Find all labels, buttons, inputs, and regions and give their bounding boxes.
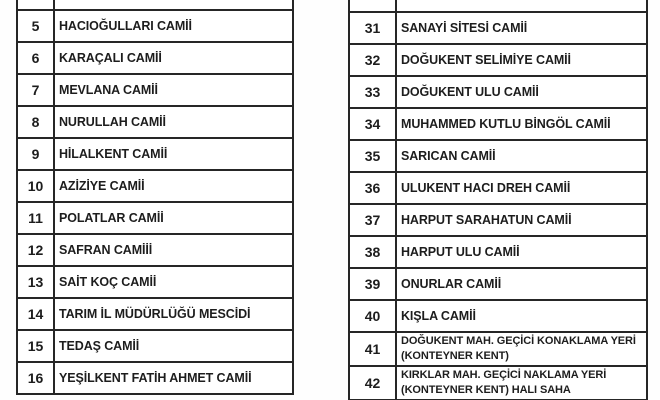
table-row: [18, 11, 294, 43]
row-number-cell: 12: [18, 235, 55, 265]
row-number-cell: 14: [18, 299, 55, 329]
table-row: [350, 205, 648, 237]
row-number-cell: 42: [350, 367, 397, 399]
table-row: [350, 77, 648, 109]
clipped-table-row: [18, 0, 294, 11]
row-number-cell: 34: [350, 109, 397, 139]
table-row: [18, 75, 294, 107]
table-row: [350, 367, 648, 400]
mosque-table-left: [16, 0, 294, 395]
mosque-table-right: [348, 0, 648, 400]
row-number-cell: 6: [18, 43, 55, 73]
table-row: [350, 269, 648, 301]
table-row: [18, 235, 294, 267]
row-number-cell: 15: [18, 331, 55, 361]
row-number-cell: 5: [18, 11, 55, 41]
table-row: [18, 107, 294, 139]
mosque-name-cell: KIŞLA CAMİİ: [397, 301, 648, 331]
table-row: [350, 173, 648, 205]
mosque-name-cell: SAİT KOÇ CAMİİ: [55, 267, 294, 297]
mosque-name-cell: TEDAŞ CAMİİ: [55, 331, 294, 361]
table-row: [350, 109, 648, 141]
table-row: [18, 363, 294, 395]
table-row: [18, 267, 294, 299]
mosque-name-cell: HARPUT SARAHATUN CAMİİ: [397, 205, 648, 235]
table-row: [18, 299, 294, 331]
mosque-name-cell: SAFRAN CAMİİİ: [55, 235, 294, 265]
row-number-cell: 35: [350, 141, 397, 171]
mosque-name-cell: DOĞUKENT SELİMİYE CAMİİ: [397, 45, 648, 75]
mosque-name-cell: ULUKENT HACI DREH CAMİİ: [397, 173, 648, 203]
mosque-name-cell: SARICAN CAMİİ: [397, 141, 648, 171]
table-row: [18, 43, 294, 75]
table-row: [18, 171, 294, 203]
table-row: [18, 203, 294, 235]
row-number-cell: [350, 0, 397, 11]
mosque-name-cell: HARPUT ULU CAMİİ: [397, 237, 648, 267]
row-number-cell: 16: [18, 363, 55, 393]
row-number-cell: 33: [350, 77, 397, 107]
table-row: [350, 237, 648, 269]
mosque-name-cell: MUHAMMED KUTLU BİNGÖL CAMİİ: [397, 109, 648, 139]
row-number-cell: 37: [350, 205, 397, 235]
clipped-table-row: [350, 0, 648, 13]
row-number-cell: 40: [350, 301, 397, 331]
row-number-cell: 7: [18, 75, 55, 105]
mosque-name-cell: HACIOĞULLARI CAMİİ: [55, 11, 294, 41]
row-number-cell: 10: [18, 171, 55, 201]
mosque-name-cell: TARIM İL MÜDÜRLÜĞÜ MESCİDİ: [55, 299, 294, 329]
table-row: [350, 301, 648, 333]
table-row: [18, 331, 294, 363]
mosque-name-cell: MEVLANA CAMİİ: [55, 75, 294, 105]
mosque-name-cell: YEŞİLKENT FATİH AHMET CAMİİ: [55, 363, 294, 393]
row-number-cell: 41: [350, 333, 397, 365]
row-number-cell: 13: [18, 267, 55, 297]
mosque-name-cell: [55, 0, 294, 9]
table-row: [350, 141, 648, 173]
mosque-name-cell: NURULLAH CAMİİ: [55, 107, 294, 137]
row-number-cell: 32: [350, 45, 397, 75]
row-number-cell: 36: [350, 173, 397, 203]
mosque-name-cell: ONURLAR CAMİİ: [397, 269, 648, 299]
row-number-cell: [18, 0, 55, 9]
mosque-name-cell: SANAYİ SİTESİ CAMİİ: [397, 13, 648, 43]
mosque-name-cell: AZİZİYE CAMİİ: [55, 171, 294, 201]
row-number-cell: 39: [350, 269, 397, 299]
mosque-name-cell: DOĞUKENT MAH. GEÇİCİ KONAKLAMA YERİ (KONTEYNER KENT): [397, 333, 648, 365]
mosque-name-cell: DOĞUKENT ULU CAMİİ: [397, 77, 648, 107]
row-number-cell: 9: [18, 139, 55, 169]
mosque-name-cell: POLATLAR CAMİİ: [55, 203, 294, 233]
mosque-name-cell: HİLALKENT CAMİİ: [55, 139, 294, 169]
mosque-name-cell: KIRKLAR MAH. GEÇİCİ NAKLAMA YERİ (KONTEYNER KENT) HALI SAHA: [397, 367, 648, 399]
row-number-cell: 11: [18, 203, 55, 233]
mosque-name-cell: [397, 0, 648, 11]
mosque-name-cell: KARAÇALI CAMİİ: [55, 43, 294, 73]
row-number-cell: 31: [350, 13, 397, 43]
table-row: [18, 139, 294, 171]
table-row: [350, 13, 648, 45]
row-number-cell: 38: [350, 237, 397, 267]
table-row: [350, 333, 648, 367]
table-row: [350, 45, 648, 77]
row-number-cell: 8: [18, 107, 55, 137]
